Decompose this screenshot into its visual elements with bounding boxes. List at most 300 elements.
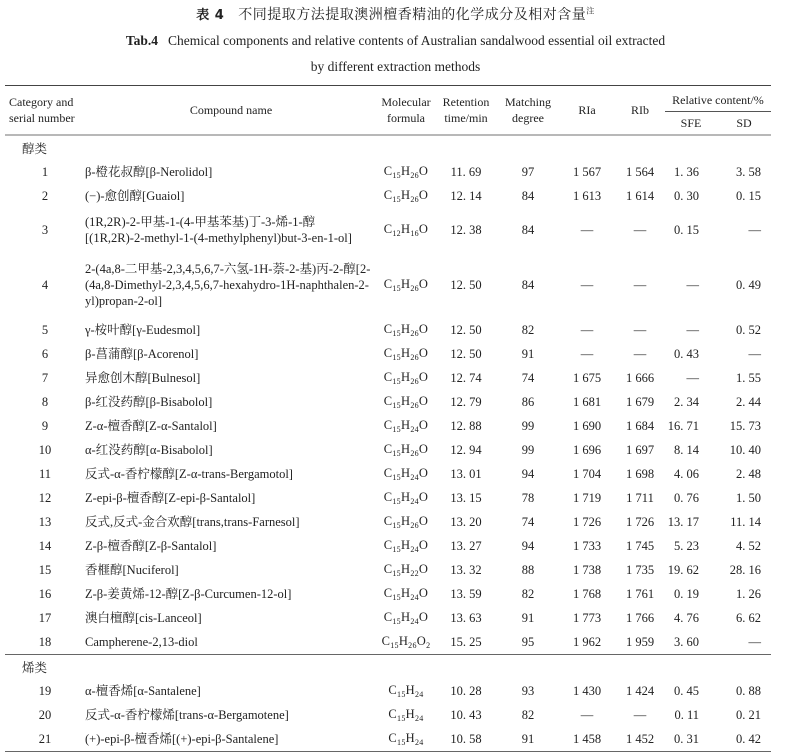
serial-number: 16 [38, 586, 52, 601]
retention-time: 13. 63 [450, 610, 482, 625]
serial-number: 3 [41, 222, 49, 237]
header-formula: Molecular formula [377, 86, 435, 136]
retention-time: 13. 32 [450, 562, 482, 577]
formula-element: C [383, 562, 393, 576]
formula-subscript: 24 [410, 425, 419, 434]
molecular-formula [377, 679, 435, 703]
header-rib: RIb [615, 86, 665, 136]
matching-degree: 91 [521, 610, 535, 625]
retention-time: 12. 50 [450, 322, 482, 337]
serial-number: 8 [41, 394, 49, 409]
ri-a: 1 458 [559, 727, 615, 752]
ri-a: 1 613 [572, 188, 602, 203]
formula-subscript: 24 [414, 690, 424, 699]
formula-element: H [400, 538, 411, 552]
ri-b: 1 614 [625, 188, 655, 203]
formula-element: H [400, 188, 411, 202]
compound-name: Z-β-姜黄烯-12-醇[Z-β-Curcumen-12-ol] [85, 587, 292, 601]
formula-subscript: 26 [410, 329, 419, 338]
formula-element: O [418, 514, 429, 528]
ri-b: 1 452 [615, 727, 665, 752]
molecular-formula [377, 438, 435, 462]
formula-subscript: 26 [410, 284, 419, 293]
serial-number: 10 [38, 442, 52, 457]
retention-time: 12. 38 [450, 222, 482, 237]
content-sfe: — [686, 370, 699, 385]
header-matching: Matching degree [497, 86, 559, 136]
formula-element: C [383, 442, 393, 456]
content-sd: 10. 40 [729, 442, 761, 457]
content-sfe: 0. 11 [674, 707, 699, 722]
ri-b: 1 698 [625, 466, 655, 481]
formula-element: C [383, 322, 393, 336]
table-caption-english [0, 33, 791, 49]
formula-subscript: 15 [392, 449, 401, 458]
serial-number: 9 [41, 418, 49, 433]
retention-time: 11. 69 [450, 164, 482, 179]
formula-subscript: 15 [392, 569, 401, 578]
compound-name: γ-桉叶醇[γ-Eudesmol] [85, 323, 201, 337]
matching-degree: 86 [521, 394, 535, 409]
ri-b: — [633, 707, 647, 722]
formula-element: H [400, 346, 411, 360]
content-sd: 0. 52 [736, 322, 761, 337]
category-row [5, 655, 771, 680]
content-sfe: 0. 31 [665, 727, 717, 752]
molecular-formula [377, 390, 435, 414]
content-sd: 0. 21 [736, 707, 761, 722]
formula-subscript: 22 [410, 569, 419, 578]
molecular-formula [377, 630, 435, 655]
formula-element: O [418, 586, 429, 600]
content-sd: 0. 15 [736, 188, 761, 203]
formula-subscript: 15 [392, 593, 401, 602]
table-row [5, 606, 771, 630]
molecular-formula [377, 414, 435, 438]
formula-subscript: 24 [414, 738, 424, 747]
header-row [5, 86, 771, 112]
table-row [5, 252, 771, 318]
serial-number: 11 [38, 466, 52, 481]
content-sfe: 0. 19 [674, 586, 699, 601]
formula-element: C [383, 164, 393, 178]
compound-name: 香榧醇[Nuciferol] [85, 563, 179, 577]
matching-degree: 82 [521, 586, 535, 601]
molecular-formula [377, 366, 435, 390]
matching-degree: 95 [497, 630, 559, 655]
ri-a: 1 962 [559, 630, 615, 655]
serial-number: 14 [38, 538, 52, 553]
formula-element: O [418, 222, 429, 236]
formula-element: C [383, 610, 393, 624]
formula-element: H [400, 490, 411, 504]
formula-subscript: 15 [392, 425, 401, 434]
header-ria: RIa [559, 86, 615, 136]
formula-element: O [418, 277, 429, 291]
matching-degree: 74 [521, 514, 535, 529]
table-row [5, 438, 771, 462]
content-sfe: 8. 14 [674, 442, 699, 457]
compound-name: 反式-α-香柠檬烯[trans-α-Bergamotene] [85, 708, 289, 722]
formula-subscript: 15 [392, 171, 401, 180]
formula-element: H [400, 514, 411, 528]
formula-subscript: 26 [410, 377, 419, 386]
matching-degree: 94 [521, 466, 535, 481]
matching-degree: 93 [521, 683, 535, 698]
serial-number: 5 [41, 322, 49, 337]
retention-time: 12. 14 [450, 188, 482, 203]
formula-subscript: 26 [410, 195, 419, 204]
molecular-formula [377, 510, 435, 534]
serial-number: 13 [38, 514, 52, 529]
serial-number: 21 [5, 727, 85, 752]
formula-element: H [400, 222, 411, 236]
formula-subscript: 15 [392, 377, 401, 386]
content-sfe: 0. 43 [674, 346, 699, 361]
table-row [5, 318, 771, 342]
formula-element: C [388, 707, 398, 721]
ri-b: — [633, 222, 647, 237]
compound-name: α-红没药醇[α-Bisabolol] [85, 443, 213, 457]
formula-subscript: 26 [408, 641, 417, 650]
formula-subscript: 15 [392, 497, 401, 506]
molecular-formula [377, 727, 435, 752]
formula-element: O [418, 466, 429, 480]
content-sd: 1. 26 [736, 586, 761, 601]
ri-b: 1 697 [625, 442, 655, 457]
matching-degree: 84 [521, 188, 535, 203]
retention-time: 12. 50 [450, 346, 482, 361]
ri-b: 1 666 [625, 370, 655, 385]
content-sfe: — [686, 322, 699, 337]
compound-name: (1R,2R)-2-甲基-1-(4-甲基苯基)丁-3-烯-1-醇[(1R,2R)-2-methyl-1-(4-methylphenyl)but-3-en-1-ol] [85, 215, 352, 245]
formula-element: O [418, 346, 429, 360]
content-sfe: 0. 30 [674, 188, 699, 203]
formula-element: H [398, 634, 409, 648]
content-sd: 11. 14 [730, 514, 761, 529]
molecular-formula [377, 342, 435, 366]
ri-b: 1 684 [625, 418, 655, 433]
serial-number: 6 [41, 346, 49, 361]
table-row [5, 366, 771, 390]
matching-degree: 91 [521, 346, 535, 361]
formula-subscript: 24 [410, 497, 419, 506]
formula-subscript: 15 [392, 545, 401, 554]
compound-name: (+)-epi-β-檀香烯[(+)-epi-β-Santalene] [85, 727, 377, 752]
formula-element: O [418, 490, 429, 504]
formula-element: C [383, 370, 393, 384]
matching-degree: 82 [521, 322, 535, 337]
header-retention: Retention time/min [435, 86, 497, 136]
compound-name: 反式,反式-金合欢醇[trans,trans-Farnesol] [85, 515, 300, 529]
ri-a: — [580, 346, 594, 361]
content-sfe: 5. 23 [674, 538, 699, 553]
content-sfe: 4. 76 [674, 610, 699, 625]
formula-subscript: 15 [392, 617, 401, 626]
table-label-cn: 表 4 [196, 8, 225, 23]
ri-a: — [580, 222, 594, 237]
retention-time: 13. 20 [450, 514, 482, 529]
formula-element: O [418, 188, 429, 202]
content-sfe: 3. 60 [665, 630, 717, 655]
serial-number: 4 [41, 277, 49, 292]
header-compound: Compound name [85, 86, 377, 136]
formula-subscript: 24 [410, 545, 419, 554]
formula-element: O [418, 562, 429, 576]
ri-a: 1 681 [572, 394, 602, 409]
retention-time: 13. 59 [450, 586, 482, 601]
formula-subscript: 15 [392, 473, 401, 482]
ri-a: 1 690 [572, 418, 602, 433]
content-sd: 6. 62 [736, 610, 761, 625]
formula-subscript: 26 [410, 449, 419, 458]
formula-subscript: 15 [392, 521, 401, 530]
retention-time: 12. 88 [450, 418, 482, 433]
formula-subscript: 24 [410, 473, 419, 482]
ri-a: 1 430 [572, 683, 602, 698]
retention-time: 10. 43 [450, 707, 482, 722]
content-sd: — [748, 222, 761, 237]
compound-name: Z-β-檀香醇[Z-β-Santalol] [85, 539, 217, 553]
formula-element: C [383, 277, 393, 291]
ri-b: 1 761 [625, 586, 655, 601]
formula-element: H [400, 610, 411, 624]
formula-element: O [418, 164, 429, 178]
content-sd: 1. 50 [736, 490, 761, 505]
content-sfe: 13. 17 [667, 514, 699, 529]
formula-element: O [418, 610, 429, 624]
table-title-en-line2: by different extraction methods [310, 59, 481, 74]
serial-number: 20 [38, 707, 52, 722]
formula-element: C [383, 586, 393, 600]
table-row [5, 160, 771, 184]
ri-b: 1 424 [625, 683, 655, 698]
matching-degree: 91 [497, 727, 559, 752]
content-sd: 15. 73 [729, 418, 761, 433]
ri-a: 1 773 [572, 610, 602, 625]
formula-subscript: 24 [414, 714, 424, 723]
table-row [5, 703, 771, 727]
retention-time: 12. 79 [450, 394, 482, 409]
retention-time: 15. 25 [435, 630, 497, 655]
ri-b: 1 766 [625, 610, 655, 625]
formula-element: C [383, 538, 393, 552]
compound-name: 异愈创木醇[Bulnesol] [85, 371, 201, 385]
ri-b: 1 959 [615, 630, 665, 655]
table-caption-chinese [0, 4, 791, 24]
ri-a: 1 696 [572, 442, 602, 457]
formula-subscript: 15 [392, 353, 401, 362]
table-row [5, 414, 771, 438]
table-label-en: Tab.4 [125, 33, 159, 48]
content-sd: 2. 44 [736, 394, 761, 409]
content-sd: 0. 42 [717, 727, 771, 752]
formula-subscript: 2 [426, 641, 431, 650]
ri-b: — [633, 277, 647, 292]
formula-element: O [416, 634, 427, 648]
formula-element: H [400, 466, 411, 480]
ri-b: 1 726 [625, 514, 655, 529]
category-row [5, 135, 771, 160]
serial-number: 2 [41, 188, 49, 203]
molecular-formula [377, 606, 435, 630]
matching-degree: 88 [521, 562, 535, 577]
formula-element: O [418, 322, 429, 336]
molecular-formula [377, 582, 435, 606]
table-row [5, 727, 771, 752]
ri-b: — [633, 346, 647, 361]
ri-a: 1 726 [572, 514, 602, 529]
formula-subscript: 26 [410, 401, 419, 410]
ri-b: 1 564 [625, 164, 655, 179]
matching-degree: 84 [521, 277, 535, 292]
header-category: Category and serial number [5, 86, 85, 136]
matching-degree: 99 [521, 418, 535, 433]
ri-b: 1 711 [626, 490, 654, 505]
retention-time: 13. 27 [450, 538, 482, 553]
table-row [5, 534, 771, 558]
category-label: 醇类 [22, 142, 48, 156]
formula-subscript: 26 [410, 521, 419, 530]
header-sd: SD [717, 112, 771, 136]
molecular-formula [377, 208, 435, 252]
content-sd: 1. 55 [736, 370, 761, 385]
ri-a: 1 567 [572, 164, 602, 179]
compound-name: β-橙花叔醇[β-Nerolidol] [85, 165, 213, 179]
formula-subscript: 12 [392, 229, 401, 238]
formula-element: O [418, 394, 429, 408]
molecular-formula [377, 462, 435, 486]
formula-element: C [388, 731, 398, 745]
formula-subscript: 15 [392, 329, 401, 338]
compound-name: α-檀香烯[α-Santalene] [85, 684, 201, 698]
compound-name: β-红没药醇[β-Bisabolol] [85, 395, 213, 409]
table-row [5, 486, 771, 510]
formula-element: C [388, 683, 398, 697]
note-mark: 注 [586, 6, 595, 16]
retention-time: 12. 74 [450, 370, 482, 385]
formula-element: H [400, 418, 411, 432]
serial-number: 15 [38, 562, 52, 577]
formula-subscript: 15 [392, 195, 401, 204]
content-sfe: 0. 76 [674, 490, 699, 505]
formula-element: H [400, 164, 411, 178]
table-row [5, 184, 771, 208]
table-row [5, 462, 771, 486]
formula-element: H [400, 442, 411, 456]
serial-number: 1 [41, 164, 49, 179]
ri-b: 1 745 [625, 538, 655, 553]
content-sfe: 4. 06 [674, 466, 699, 481]
serial-number: 7 [41, 370, 49, 385]
table-row [5, 582, 771, 606]
ri-a: 1 719 [572, 490, 602, 505]
formula-element: O [418, 418, 429, 432]
content-sd: 0. 49 [736, 277, 761, 292]
compound-name: Z-α-檀香醇[Z-α-Santalol] [85, 419, 217, 433]
table-body [5, 135, 771, 752]
formula-element: O [418, 442, 429, 456]
formula-subscript: 26 [410, 171, 419, 180]
formula-subscript: 16 [410, 229, 419, 238]
retention-time: 13. 01 [450, 466, 482, 481]
formula-element: H [405, 683, 415, 697]
ri-a: — [580, 322, 594, 337]
formula-element: C [383, 188, 393, 202]
formula-element: H [400, 586, 411, 600]
content-sd: 2. 48 [736, 466, 761, 481]
formula-element: C [383, 466, 393, 480]
compound-name: 反式-α-香柠檬醇[Z-α-trans-Bergamotol] [85, 467, 293, 481]
formula-subscript: 24 [410, 617, 419, 626]
ri-a: 1 738 [572, 562, 602, 577]
table-row [5, 679, 771, 703]
compound-name: Campherene-2,13-diol [85, 630, 377, 655]
compound-name: Z-epi-β-檀香醇[Z-epi-β-Santalol] [85, 491, 256, 505]
molecular-formula [377, 558, 435, 582]
serial-number: 18 [5, 630, 85, 655]
molecular-formula [377, 534, 435, 558]
compound-name: 2-(4a,8-二甲基-2,3,4,5,6,7-六氢-1H-萘-2-基)丙-2-醇[2-(4a,8-Dimethyl-2,3,4,5,6,7-hexahydro-1H-naphthalen-2-yl)propan-2-ol] [85, 262, 371, 308]
table-row [5, 630, 771, 655]
formula-element: C [383, 514, 393, 528]
header-relative-content: Relative content/% [665, 86, 771, 112]
retention-time: 10. 58 [435, 727, 497, 752]
ri-b: 1 735 [625, 562, 655, 577]
ri-a: — [580, 277, 594, 292]
content-sfe: 19. 62 [667, 562, 699, 577]
ri-a: 1 768 [572, 586, 602, 601]
category-label: 烯类 [22, 661, 48, 675]
molecular-formula [377, 703, 435, 727]
serial-number: 12 [38, 490, 52, 505]
content-sd: 4. 52 [736, 538, 761, 553]
formula-element: H [400, 277, 411, 291]
formula-element: H [400, 394, 411, 408]
molecular-formula [377, 486, 435, 510]
content-sfe: — [686, 277, 699, 292]
ri-a: 1 733 [572, 538, 602, 553]
compound-name: β-菖蒲醇[β-Acorenol] [85, 347, 199, 361]
formula-element: O [418, 370, 429, 384]
content-sfe: 0. 45 [674, 683, 699, 698]
table-row [5, 390, 771, 414]
formula-element: H [400, 322, 411, 336]
table-title-en-line1: Chemical components and relative contents of Australian sandalwood essential oil extracted [168, 33, 666, 48]
ri-b: — [633, 322, 647, 337]
content-sfe: 1. 36 [674, 164, 699, 179]
ri-a: 1 675 [572, 370, 602, 385]
content-sd: — [748, 346, 761, 361]
formula-subscript: 15 [397, 690, 406, 699]
formula-subscript: 26 [410, 353, 419, 362]
matching-degree: 78 [521, 490, 535, 505]
formula-element: H [405, 731, 415, 745]
table-row [5, 208, 771, 252]
content-sd: 3. 58 [736, 164, 761, 179]
table-row [5, 510, 771, 534]
compound-name: 澳白檀醇[cis-Lanceol] [85, 611, 202, 625]
formula-subscript: 15 [397, 738, 406, 747]
table-row [5, 558, 771, 582]
header-sfe: SFE [665, 112, 717, 136]
compound-name: (−)-愈创醇[Guaiol] [85, 189, 185, 203]
formula-element: H [400, 562, 411, 576]
formula-subscript: 24 [410, 593, 419, 602]
molecular-formula [377, 160, 435, 184]
formula-element: C [383, 418, 393, 432]
table-title-cn: 不同提取方法提取澳洲檀香精油的化学成分及相对含量 [238, 8, 587, 23]
